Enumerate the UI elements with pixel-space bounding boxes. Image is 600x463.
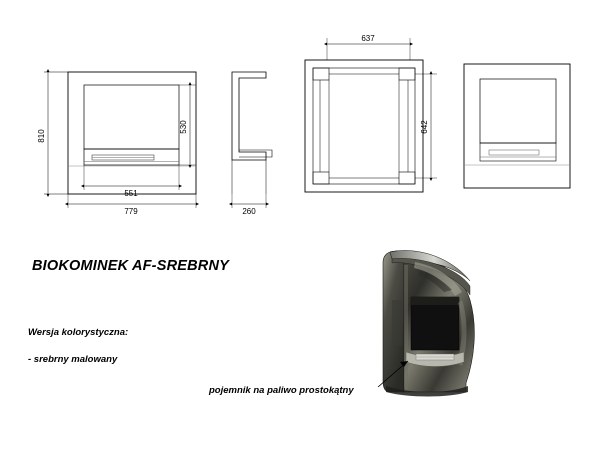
dim-642: 642	[420, 120, 429, 134]
front-elevation	[68, 72, 196, 194]
fuel-container-callout: pojemnik na paliwo prostokątny	[209, 385, 354, 396]
dim-637: 637	[361, 34, 375, 43]
dim-551: 551	[124, 189, 138, 198]
side-elevation	[232, 72, 272, 216]
dim-530: 530	[179, 120, 188, 134]
color-option-item: - srebrny malowany	[28, 354, 118, 365]
plan-view	[305, 34, 437, 192]
page-title: BIOKOMINEK AF-SREBRNY	[32, 258, 229, 274]
frame-detail-view	[464, 64, 570, 188]
dim-810: 810	[37, 129, 46, 143]
color-version-label: Wersja kolorystyczna:	[28, 327, 129, 338]
dim-779: 779	[124, 207, 138, 216]
dim-260: 260	[242, 207, 256, 216]
product-render	[383, 250, 474, 396]
